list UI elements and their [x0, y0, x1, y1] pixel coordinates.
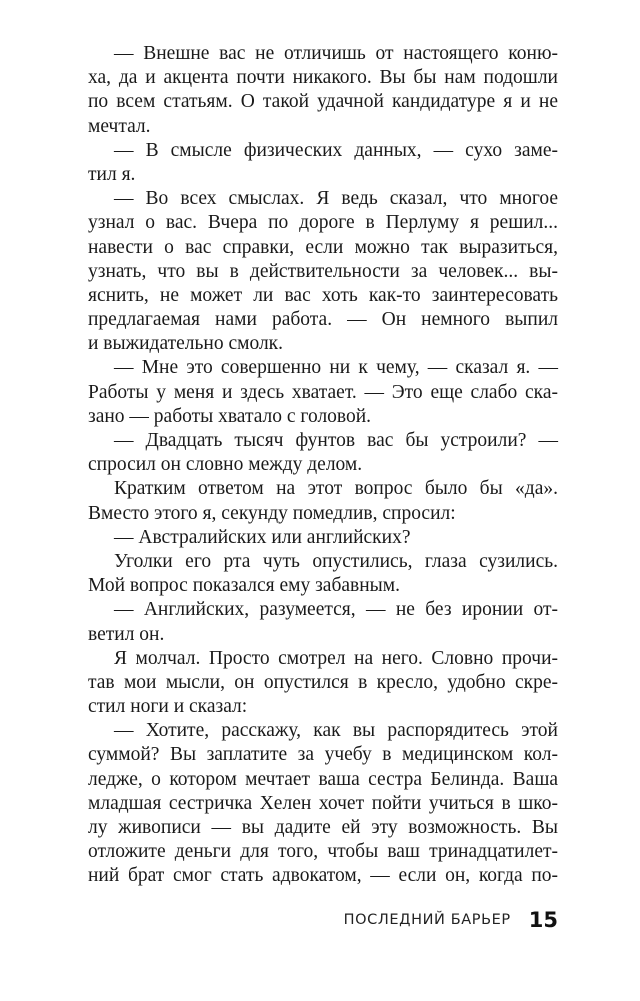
text-line: яснить, не может ли вас хоть как-то заинтересовать: [88, 284, 558, 306]
running-title: ПОСЛЕДНИЙ БАРЬЕР: [343, 912, 511, 928]
page-number: 15: [528, 908, 558, 932]
text-line: — Двадцать тысяч фунтов вас бы устроили? —: [114, 430, 558, 451]
text-line: тав мои мысли, он опустился в кресло, удобно скре-: [88, 671, 558, 693]
text-line: Работы у меня и здесь хватает. — Это еще слабо ска-: [88, 381, 558, 403]
text-line: и выжидательно смолк.: [88, 333, 284, 355]
text-line: Мой вопрос показался ему забавным.: [88, 575, 400, 597]
text-line: стил ноги и сказал:: [88, 696, 248, 718]
text-line: — Мне это совершенно ни к чему, — сказал я. —: [114, 357, 558, 379]
text-line: — Внешне вас не отличишь от настоящего коню-: [114, 43, 558, 64]
text-line: навести о вас справки, если можно так выразиться,: [88, 236, 558, 258]
text-line: ха, да и акцента почти никакого. Вы бы нам подошли: [88, 67, 558, 89]
text-line: — Австралийских или английских?: [114, 526, 411, 548]
text-line: Уголки его рта чуть опустились, глаза сузились.: [114, 550, 558, 572]
text-line: тил я.: [88, 163, 136, 185]
text-line: спросил он словно между делом.: [88, 454, 363, 476]
text-line: ледже, о котором мечтает ваша сестра Белинда. Ваша: [88, 768, 558, 790]
text-line: суммой? Вы заплатите за учебу в медицинском кол-: [88, 744, 558, 766]
text-line: ний брат смог стать адвокатом, — если он, когда по-: [88, 865, 558, 887]
text-line: — Английских, разумеется, — не без иронии от-: [114, 599, 558, 621]
text-line: младшая сестричка Хелен хочет пойти учиться в шко-: [88, 792, 558, 814]
text-line: узнал о вас. Вчера по дороге в Перлуму я решил...: [88, 212, 558, 234]
text-line: ветил он.: [88, 623, 165, 645]
text-line: — В смысле физических данных, — сухо заме-: [114, 139, 558, 161]
text-line: мечтал.: [88, 115, 151, 137]
text-line: Кратким ответом на этот вопрос было бы «да».: [114, 478, 558, 500]
text-line: — Хотите, расскажу, как вы распорядитесь этой: [114, 720, 558, 742]
text-line: лу живописи — вы дадите ей эту возможность. Вы: [88, 817, 558, 838]
page-footer: [88, 905, 558, 935]
text-line: по всем статьям. О такой удачной кандидатуре я и не: [88, 91, 558, 113]
text-line: Я молчал. Просто смотрел на него. Словно прочи-: [114, 647, 558, 669]
text-line: — Во всех смыслах. Я ведь сказал, что многое: [114, 188, 558, 210]
text-line: зано — работы хватало с головой.: [88, 405, 372, 427]
body-text: [88, 42, 558, 889]
text-line: Вместо этого я, секунду помедлив, спросил:: [88, 502, 456, 524]
text-line: отложите деньги для того, чтобы ваш тринадцатилет-: [88, 841, 558, 863]
text-line: узнать, что вы в действительности за человек... вы-: [88, 260, 558, 282]
text-line: предлагаемая нами работа. — Он немного выпил: [88, 309, 558, 331]
